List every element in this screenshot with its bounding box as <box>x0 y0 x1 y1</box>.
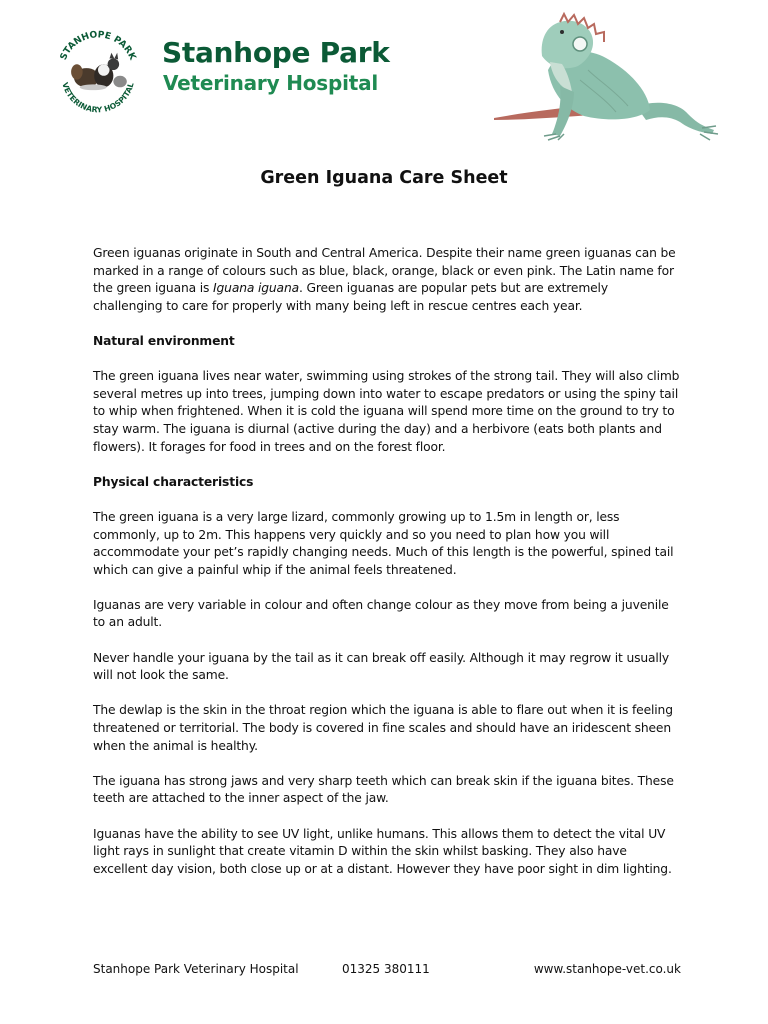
svg-text:VETERINARY HOSPITAL: VETERINARY HOSPITAL <box>60 81 136 115</box>
paragraph-natural-environment: The green iguana lives near water, swimming using strokes of the strong tail. They will also climb several metres up into trees, jumping down into water to escape predators or using the spiny tail to whip when frightened. When it is cold the iguana will spend more time on the ground to try to stay warm. The iguana is diurnal (active during the day) and a herbivore (eats both plants and flowers). It forages for food in trees and on the forest floor. <box>93 369 680 454</box>
page-footer <box>93 962 681 982</box>
brand-subtitle: Veterinary Hospital <box>163 71 379 95</box>
section-heading-physical-characteristics: Physical characteristics <box>93 474 254 489</box>
hospital-seal-logo <box>50 22 146 118</box>
iguana-photo <box>488 10 720 146</box>
paragraph-jaws: The iguana has strong jaws and very sharp teeth which can break skin if the iguana bites. These teeth are attached to the inner aspect of the jaw. <box>93 773 674 806</box>
letterhead <box>0 0 768 150</box>
latin-name: Iguana iguana <box>213 281 299 296</box>
paragraph-size: The green iguana is a very large lizard, commonly growing up to 1.5m in length or, less commonly, up to 2m. This happens very quickly and so you need to plan how you will accommodate your pet’s rapidly changing needs. Much of this length is the powerful, spined tail which can give a painful whip if the animal feels threatened. <box>93 509 674 577</box>
section-heading-natural-environment: Natural environment <box>93 333 235 348</box>
paragraph-colour: Iguanas are very variable in colour and often change colour as they move from being a juvenile to an adult. <box>93 597 669 630</box>
footer-hospital-name: Stanhope Park Veterinary Hospital <box>93 962 299 976</box>
paragraph-dewlap: The dewlap is the skin in the throat region which the iguana is able to flare out when it is feeling threatened or territorial. The body is covered in fine scales and should have an iridescent sheen when the animal is healthy. <box>93 703 673 753</box>
paragraph-vision: Iguanas have the ability to see UV light, unlike humans. This allows them to detect the vital UV light rays in sunlight that create vitamin D within the skin whilst basking. They also have excellent day vision, both close up or at a distant. However they have poor sight in dim lighting. <box>93 826 672 876</box>
intro-paragraph <box>93 245 681 315</box>
svg-text:STANHOPE PARK: STANHOPE PARK <box>58 30 138 62</box>
footer-phone: 01325 380111 <box>342 962 430 976</box>
intro-text: Green iguanas originate in South and Central America. Despite their name green iguanas can be marked in a range of colours such as blue, black, orange, black or even pink. The Latin name for the green iguana is <box>93 246 676 296</box>
intro-text-end: . Green iguanas are popular pets but are extremely challenging to care for properly with many being left in rescue centres each year. <box>93 281 608 313</box>
footer-website-link[interactable]: www.stanhope-vet.co.uk <box>533 962 681 976</box>
paragraph-handling: Never handle your iguana by the tail as it can break off easily. Although it may regrow it usually will not look the same. <box>93 650 670 683</box>
page-title: Green Iguana Care Sheet <box>260 168 508 188</box>
care-sheet-body <box>93 245 681 878</box>
brand-name: Stanhope Park <box>162 36 390 69</box>
